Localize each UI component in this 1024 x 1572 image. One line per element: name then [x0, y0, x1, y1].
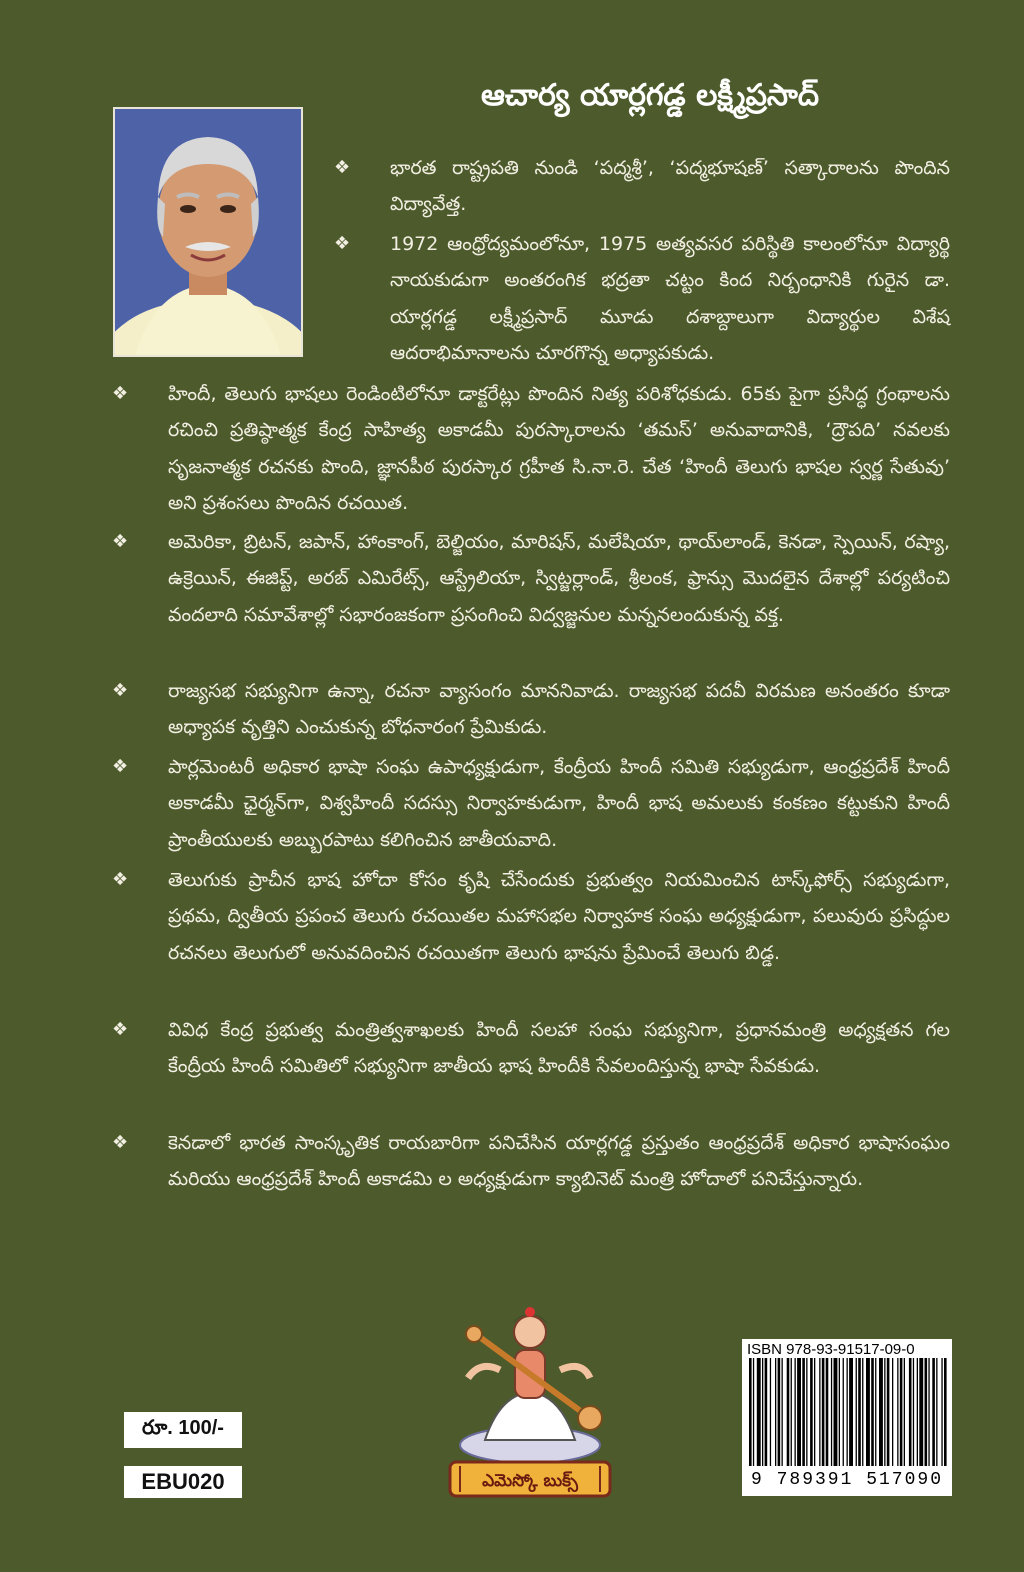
barcode-bar [879, 1358, 883, 1466]
bullet-text: తెలుగుకు ప్రాచీన భాష హోదా కోసం కృషి చేసేందుకు ప్రభుత్వం నియమించిన టాస్క్‌ఫోర్స్ సభ్యుడుగా, ప్రథమ, ద్వితీయ ప్రపంచ తెలుగు రచయితల మహాసభల నిర్వాహక సంఘ అధ్యక్షుడుగా, పలువురు ప్రసిద్ధుల రచనలు తెలుగులో అనువదించిన రచయితగా తెలుగు భాషను ప్రేమించే తెలుగు బిడ్డ. [168, 869, 950, 964]
price-label: రూ. 100/- [124, 1412, 242, 1448]
list-item [112, 862, 950, 971]
barcode-bar [866, 1358, 870, 1466]
barcode-bar [753, 1358, 754, 1466]
barcode-bar [858, 1358, 861, 1466]
barcode-bar [919, 1358, 923, 1466]
barcode-bar [795, 1358, 796, 1466]
barcode-bar [819, 1358, 820, 1466]
bullet-text: 1972 ఆంధ్రోద్యమంలోనూ, 1975 అత్యవసర పరిస్థితి కాలంలోనూ విద్యార్థి నాయకుడుగా అంతరంగిక భద్రతా చట్టం కింద నిర్బంధానికి గురైన డా. యార్లగడ్డ లక్ష్మీప్రసాద్ మూడు దశాబ్దాలుగా విద్యార్థుల విశేష ఆదరాభిమానాలను చూరగొన్న అధ్యాపకుడు. [390, 233, 950, 365]
barcode-bar [900, 1358, 903, 1466]
page-title: ఆచార్య యార్లగడ్డ లక్ష్మీప్రసాద్ [480, 78, 820, 113]
author-photo [113, 107, 303, 357]
barcode-bar [847, 1358, 848, 1466]
barcode-bar [810, 1358, 813, 1466]
barcode-bar [775, 1358, 776, 1466]
barcode-bar [806, 1358, 807, 1466]
barcode-bar [849, 1358, 853, 1466]
isbn-barcode [742, 1339, 952, 1496]
bullet-text: వివిధ కేంద్ర ప్రభుత్వ మంత్రిత్వశాఖలకు హిందీ సలహా సంఘ సభ్యునిగా, ప్రధానమంత్రి అధ్యక్షతన గల కేంద్రీయ హిందీ సమితిలో సభ్యునిగా జాతీయ భాష హిందీకి సేవలందిస్తున్న భాషా సేవకుడు. [168, 1019, 950, 1078]
bullet-text: కెనడాలో భారత సాంస్కృతిక రాయబారిగా పనిచేసిన యార్లగడ్డ ప్రస్తుతం ఆంధ్రప్రదేశ్ అధికార భాషాసంఘం మరియు ఆంధ్రప్రదేశ్ హిందీ అకాడమి ల అధ్యక్షుడుగా క్యాబినెట్ మంత్రి హోదాలో పనిచేస్తున్నారు. [168, 1132, 950, 1191]
barcode-bar [791, 1358, 792, 1466]
barcode-bar [884, 1358, 885, 1466]
barcode-bar [770, 1358, 771, 1466]
bullet-icon: ❖ [112, 1132, 129, 1153]
barcode-bar [826, 1358, 829, 1466]
barcode-bar [913, 1358, 914, 1466]
barcode-bar [814, 1358, 815, 1466]
barcode-bar [887, 1358, 890, 1466]
bullet-text: హిందీ, తెలుగు భాషలు రెండింటిలోనూ డాక్టరేట్లు పొందిన నిత్య పరిశోధకుడు. 65కు పైగా ప్రసిద్ధ గ్రంథాలను రచించి ప్రతిష్ఠాత్మక కేంద్ర సాహిత్య అకాడమీ పురస్కారాలను ‘తమస్’ అనువాదానికి, ‘ద్రౌపది’ నవలకు సృజనాత్మక రచనకు పొంది, జ్ఞానపీఠ పురస్కార గ్రహీత సి.నా.రె. చేత ‘హిందీ తెలుగు భాషల స్వర్ణ సేతువు’ అని ప్రశంసలు పొందిన రచయిత. [168, 383, 950, 515]
barcode-bar [787, 1358, 790, 1466]
bullet-text: రాజ్యసభ సభ్యునిగా ఉన్నా, రచనా వ్యాసంగం మాననివాడు. రాజ్యసభ పదవీ విరమణ అనంతరం కూడా అధ్యాపక వృత్తిని ఎంచుకున్న బోధనారంగ ప్రేమికుడు. [168, 680, 950, 739]
bullet-text: భారత రాష్ట్రపతి నుండి ‘పద్మశ్రీ’, ‘పద్మభూషణ్’ సత్కారాలను పొందిన విద్యావేత్త. [390, 157, 950, 216]
bullet-icon: ❖ [112, 383, 129, 404]
publisher-logo [440, 1300, 620, 1500]
barcode-bar [936, 1358, 937, 1466]
barcode-bars [747, 1358, 947, 1466]
list-item [112, 376, 950, 522]
list-item [112, 1125, 950, 1198]
barcode-bar [925, 1358, 928, 1466]
barcode-bar [797, 1358, 801, 1466]
barcode-bar [843, 1358, 844, 1466]
ean-digits: 9 789391 517090 [750, 1470, 944, 1490]
bullet-icon: ❖ [112, 756, 129, 777]
barcode-bar [839, 1358, 840, 1466]
barcode-bar [928, 1358, 929, 1466]
barcode-bar [762, 1358, 763, 1466]
barcode-bar [749, 1358, 752, 1466]
bullet-icon: ❖ [334, 233, 351, 254]
barcode-bar [944, 1358, 947, 1466]
barcode-bar [917, 1358, 918, 1466]
bullet-icon: ❖ [112, 869, 129, 890]
publisher-logo-text: ఎమెస్కో బుక్స్ [482, 1471, 578, 1491]
barcode-bar [834, 1358, 838, 1466]
barcode-bar [897, 1358, 898, 1466]
list-item [112, 524, 950, 633]
barcode-bar [941, 1358, 942, 1466]
barcode-bar [802, 1358, 805, 1466]
bullet-text: పార్లమెంటరీ అధికార భాషా సంఘ ఉపాధ్యక్షుడుగా, కేంద్రీయ హిందీ సమితి సభ్యుడుగా, ఆంధ్రప్రదేశ్ హిందీ అకాడమీ ఛైర్మన్‌గా, విశ్వహిందీ సదస్సు నిర్వాహకుడుగా, హిందీ భాష అమలుకు కంకణం కట్టుకుని హిందీ ప్రాంతీయులకు అబ్బురపాటు కలిగించిన జాతీయవాది. [168, 756, 950, 851]
barcode-bar [904, 1358, 905, 1466]
list-item [334, 150, 950, 223]
barcode-bar [909, 1358, 912, 1466]
book-code: EBU020 [124, 1466, 242, 1498]
barcode-bar [822, 1358, 825, 1466]
list-item [112, 749, 950, 858]
bullet-icon: ❖ [112, 531, 129, 552]
barcode-bar [856, 1358, 857, 1466]
bullet-icon: ❖ [334, 157, 351, 178]
list-item [334, 226, 950, 372]
bullet-icon: ❖ [112, 1019, 129, 1040]
bullet-icon: ❖ [112, 680, 129, 701]
list-item [112, 1012, 950, 1085]
barcode-bar [892, 1358, 893, 1466]
barcode-bar [932, 1358, 935, 1466]
isbn-label: ISBN 978-93-91517-09-0 [747, 1341, 915, 1358]
barcode-bar [862, 1358, 863, 1466]
barcode-bar [757, 1358, 761, 1466]
barcode-bar [871, 1358, 874, 1466]
barcode-bar [875, 1358, 876, 1466]
saraswati-illustration [440, 1300, 620, 1500]
list-item [112, 673, 950, 746]
barcode-bar [831, 1358, 832, 1466]
barcode-bar [765, 1358, 768, 1466]
barcode-bar [782, 1358, 783, 1466]
barcode-bar [778, 1358, 781, 1466]
bullet-text: అమెరికా, బ్రిటన్, జపాన్, హాంకాంగ్, బెల్జియం, మారిషస్, మలేషియా, థాయ్‌లాండ్, కెనడా, స్పెయిన్, రష్యా, ఉక్రెయిన్, ఈజిప్ట్, అరబ్ ఎమిరేట్స్, ఆస్ట్రేలియా, స్విట్జర్లాండ్, శ్రీలంక, ఫ్రాన్సు మొదలైన దేశాల్లో పర్యటించి వందలాది సమావేశాల్లో సభారంజకంగా ప్రసంగించి విద్వజ్జనుల మన్ననలందుకున్న వక్త. [168, 531, 950, 626]
